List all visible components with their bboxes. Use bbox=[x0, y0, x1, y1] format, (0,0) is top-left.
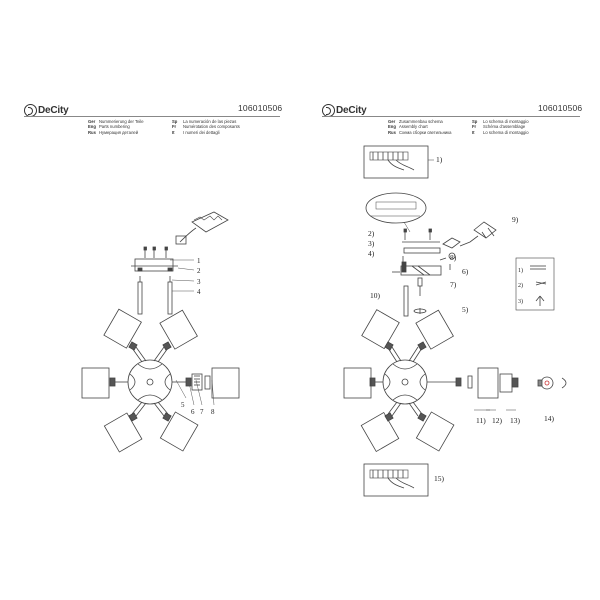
lang-row: Eng Parts numbering bbox=[88, 124, 130, 130]
lang-row: Fr Numérotation des composants bbox=[172, 124, 240, 130]
wiring-substep-3-label: 3) bbox=[518, 299, 523, 305]
step-8-label: 8) bbox=[450, 253, 457, 262]
lang-row: Ger Nummerierung der Teile bbox=[88, 119, 144, 124]
step-4-label: 4) bbox=[368, 249, 375, 258]
step-5-label: 5) bbox=[462, 305, 469, 314]
lang-row: Ger Zusammenbau schema bbox=[388, 119, 443, 124]
lang-row: Fr Schéma d'assemblage bbox=[472, 124, 526, 130]
step-9-label: 9) bbox=[512, 215, 519, 224]
lang-row: Sp La numeración de las piezas bbox=[172, 119, 237, 124]
terminal-block-step1-drawing bbox=[364, 146, 434, 178]
shade-parts-exploded-drawing bbox=[468, 368, 566, 410]
lang-row: Eng Assembly chart bbox=[388, 124, 428, 130]
wiring-substep-1-label: 1) bbox=[518, 268, 523, 274]
wiring-substep-2-label: 2) bbox=[518, 283, 523, 289]
callout-6: 6 bbox=[191, 408, 195, 416]
step-1-label: 1) bbox=[436, 155, 443, 164]
terminal-block-step15-drawing bbox=[364, 464, 428, 496]
mounting-bracket-drawing bbox=[131, 247, 178, 314]
step-3-label: 3) bbox=[368, 239, 375, 248]
callout-3: 3 bbox=[197, 278, 201, 286]
wire-detail-bubble-drawing bbox=[366, 193, 426, 232]
callout-8: 8 bbox=[211, 408, 215, 416]
callout-5: 5 bbox=[181, 401, 185, 409]
lang-row: It I numeri dei dettagli bbox=[172, 129, 220, 135]
lamp-shades-drawing bbox=[344, 310, 454, 452]
lamp-shades-drawing bbox=[82, 309, 239, 452]
product-code: 106010506 bbox=[538, 103, 583, 113]
lang-row: Sp Lo schema di montaggio bbox=[472, 119, 529, 124]
callout-2: 2 bbox=[197, 267, 201, 275]
step-2-label: 2) bbox=[368, 229, 375, 238]
lamp-body-drawing bbox=[110, 347, 191, 416]
step-14-label: 14) bbox=[544, 414, 554, 423]
callout-7: 7 bbox=[200, 408, 204, 416]
step-7-label: 7) bbox=[450, 280, 457, 289]
assembly-chart-page bbox=[300, 0, 600, 600]
product-code: 106010506 bbox=[238, 103, 283, 113]
brand-name: DeCity bbox=[336, 105, 367, 116]
lang-row: Rus Схема сборки светильника bbox=[388, 129, 452, 135]
step-6-label: 6) bbox=[462, 267, 469, 276]
callout-1: 1 bbox=[197, 257, 201, 265]
ceiling-wire-box-drawing bbox=[176, 212, 228, 244]
mounting-bracket-drawing bbox=[392, 222, 496, 316]
callout-4: 4 bbox=[197, 288, 201, 296]
lang-row: It Lo schema di montaggio bbox=[472, 129, 529, 135]
step-12-label: 12) bbox=[492, 416, 502, 425]
assembly-diagram bbox=[300, 0, 600, 600]
brand-name: DeCity bbox=[38, 105, 69, 116]
lang-row: Rus Нумерация деталей bbox=[88, 129, 139, 135]
lamp-body-drawing bbox=[370, 347, 461, 416]
step-15-label: 15) bbox=[434, 474, 444, 483]
step-10-label: 10) bbox=[370, 291, 380, 300]
step-11-label: 11) bbox=[476, 416, 486, 425]
step-13-label: 13) bbox=[510, 416, 520, 425]
